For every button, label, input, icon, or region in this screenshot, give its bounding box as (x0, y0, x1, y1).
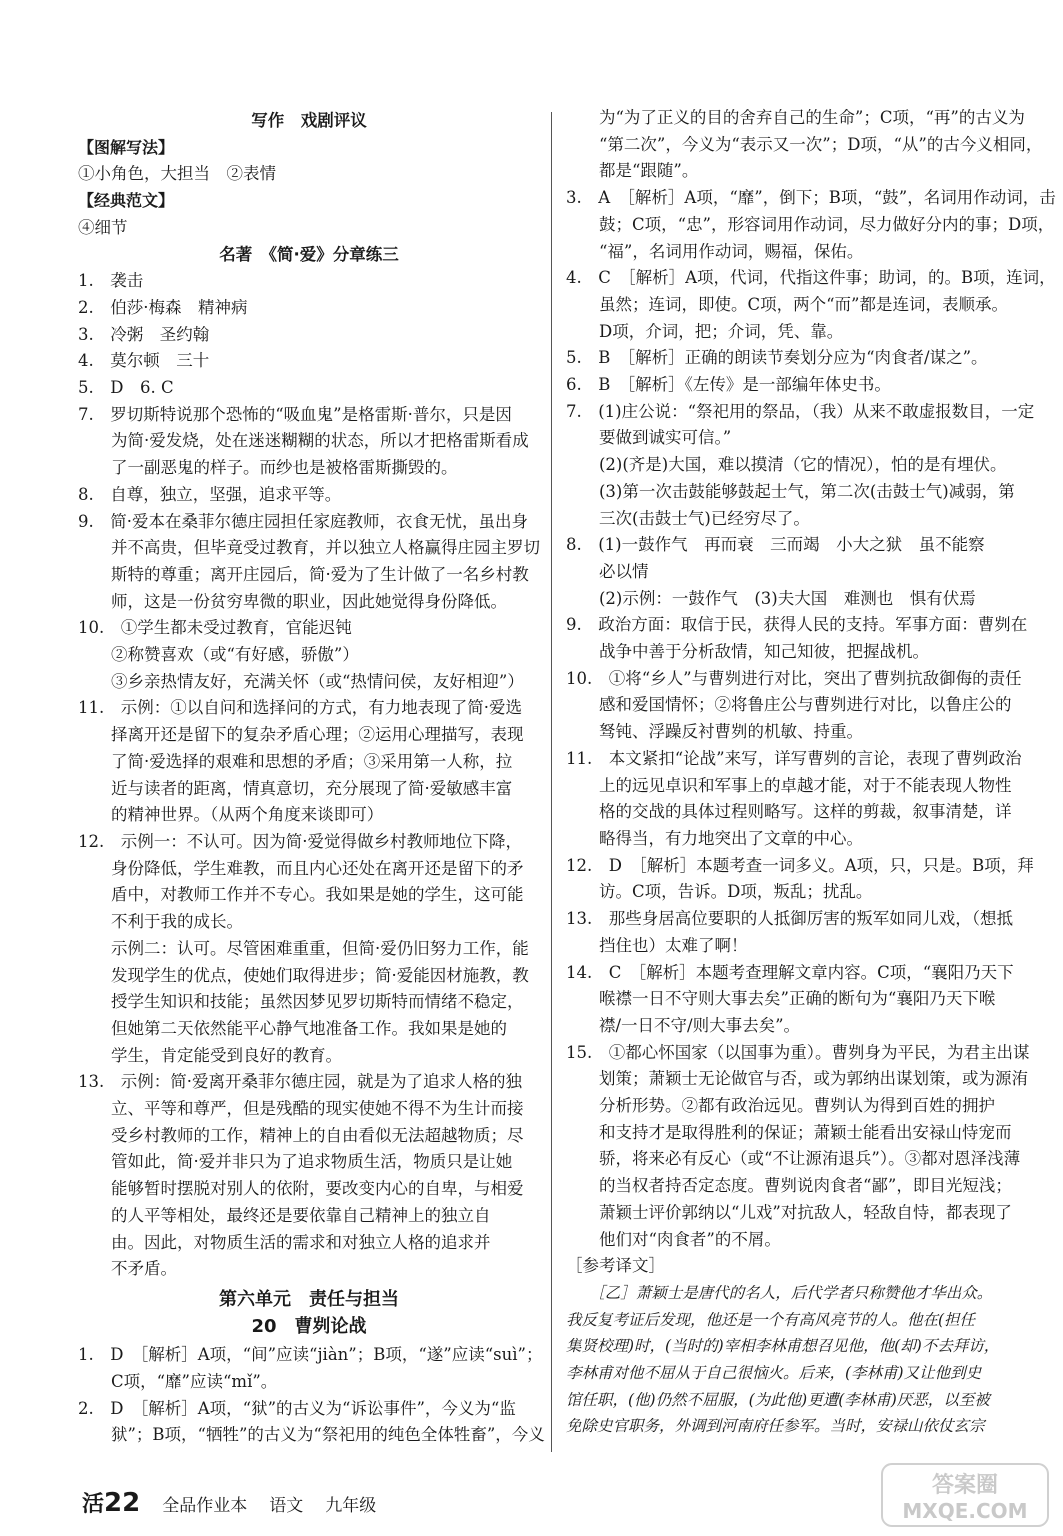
answer-line: 必以情 (566, 561, 649, 581)
answer-line: ③乡亲热情友好，充满关怀（或“热情问侯，友好相迎”） (78, 671, 524, 691)
answer-line: 近与读者的距离，情真意切，充分展现了简·爱敏感丰富 (78, 778, 513, 798)
answer-line: 不矛盾。 (78, 1259, 177, 1279)
answer-line: 14. C ［解析］本题考查理解文章内容。C项，“襄阳乃天下 (566, 962, 1014, 982)
answer-line: 择离开还是留下的复杂矛盾心理；②运用心理描写，表现 (78, 725, 524, 745)
answer-line: 斯特的尊重；离开庄园后，简·爱为了生计做了一名乡村教 (78, 564, 529, 584)
answer-line: 三次(击鼓士气)已经穷尽了。 (566, 508, 810, 528)
answer-line: 示例二：认可。尽管困难重重，但简·爱仍旧努力工作，能 (78, 938, 529, 958)
translation-line: 李林甫对他不屈从于自己很恼火。后来，(李林甫)又让他到史 (566, 1364, 982, 1383)
answer-line: 划策；萧颖士无论做官与否，或为郭纳出谋划策，或为源洧 (566, 1069, 1028, 1089)
answer-line: 并不高贵，但毕竟受过教育，并以独立人格赢得庄园主罗切 (78, 538, 540, 558)
answer-line: D项，介词，把；介词，凭、靠。 (566, 321, 844, 341)
answer-line: 战争中善于分析敌情，知己知彼，把握战机。 (566, 642, 929, 662)
right-column (566, 108, 1056, 1440)
label-essay: 【经典范文】 (78, 191, 175, 211)
answer-list-continued (566, 105, 1056, 1253)
column-divider (551, 112, 552, 1452)
answer-line: 感和爱国情怀；②将鲁庄公与曹刿进行对比，以鲁庄公的 (566, 695, 1012, 715)
answer-line: 的精神世界。（从两个角度来谈即可） (78, 805, 384, 825)
answer-line: 了简·爱选择的艰难和思想的矛盾；③采用第一人称，拉 (78, 751, 513, 771)
answer-line: 为简·爱发烧，处在迷迷糊糊的状态，所以才把格雷斯看成 (78, 431, 529, 451)
answer-line: 2. D ［解析］A项，“狱”的古义为“诉讼事件”，今义为“监 (78, 1398, 516, 1418)
svg-text:答案圈: 答案圈 (931, 1473, 999, 1498)
unit-title: 第六单元 责任与担当 (219, 1288, 399, 1310)
answer-line: (2)(齐是)大国，难以摸清（它的情况），怕的是有埋伏。 (566, 455, 1007, 475)
answer-line: 2. 伯莎·梅森 精神病 (78, 297, 248, 317)
answer-line: ②称赞喜欢（或“有好感，骄傲”） (78, 645, 359, 665)
answer-line: 的当权者持否定态度。曹刿说肉食者“鄙”，即目光短浅； (566, 1176, 1012, 1196)
left-column (78, 108, 545, 1449)
answer-line: 9. 政治方面：取信于民，获得人民的支持。军事方面：曹刿在 (566, 615, 1028, 635)
answer-line: 学生，肯定能受到良好的教育。 (78, 1045, 342, 1065)
answer-line: 略得当，有力地突出了文章的中心。 (566, 828, 863, 848)
answer-line: (3)第一次击鼓能够鼓起士气，第二次(击鼓士气)减弱，第 (566, 481, 1015, 501)
answer-line: 身份降低，学生难教，而且内心还处在离开还是留下的矛 (78, 858, 524, 878)
answer-line: 要做到诚实可信。” (566, 428, 732, 448)
answer-line: 师，这是一份贫穷卑微的职业，因此她觉得身份降低。 (78, 591, 507, 611)
method-answer: ①小角色，大担当 ②表情 (78, 164, 276, 184)
answer-line: 8. 自尊，独立，坚强，追求平等。 (78, 484, 342, 504)
answer-line: 襟/一日不守/则大事去矣”。 (566, 1015, 801, 1035)
answer-line: 喉襟一日不守则大事去矣”正确的断句为“襄阳乃天下喉 (566, 989, 996, 1009)
answer-line: 4. 莫尔顿 三十 (78, 351, 210, 371)
answer-line: 11. 示例：①以自问和选择问的方式，有力地表现了简·爱选 (78, 698, 522, 718)
label-method: 【图解写法】 (78, 137, 175, 157)
answer-line: 5. D 6. C (78, 378, 174, 398)
answer-list-cao-gui (78, 1342, 545, 1449)
answer-line: 授学生知识和技能；虽然因梦见罗切斯特而情绪不稳定， (78, 992, 524, 1012)
answer-line: “福”，名词用作动词，赐福，保佑。 (566, 241, 864, 261)
svg-text:MXQE.COM: MXQE.COM (902, 1499, 1028, 1523)
answer-line: 但她第二天依然能平心静气地准备工作。我如果是她的 (78, 1018, 507, 1038)
answer-line: 13. 那些身居高位要职的人抵御厉害的叛军如同儿戏，（想抵 (566, 909, 1013, 929)
answer-line: 驽钝、浮躁反衬曹刿的机敏、持重。 (566, 722, 863, 742)
answer-line: 狱”；B项，“牺牲”的古义为“祭祀用的纯色全体牲畜”，今义 (78, 1425, 545, 1445)
answer-line: 1. D ［解析］A项，“间”应读“jiàn”；B项，“遂”应读“suì”； (78, 1345, 543, 1365)
answer-line: 7. 罗切斯特说那个恐怖的“吸血鬼”是格雷斯·普尔，只是因 (78, 404, 512, 424)
answer-line: 都是“跟随”。 (566, 161, 699, 181)
watermark-logo (880, 1460, 1050, 1530)
answer-line: 的人平等相处，最终还是要依靠自己精神上的独立自 (78, 1205, 491, 1225)
reference-translation (566, 1280, 1022, 1440)
essay-answer: ④细节 (78, 217, 128, 237)
answer-line: 虽然；连词，即使。C项，两个“而”都是连词，表顺承。 (566, 294, 1008, 314)
answer-line: 15. ①都心怀国家（以国事为重）。曹刿身为平民，为君主出谋 (566, 1042, 1030, 1062)
answer-line: 8. (1)一鼓作气 再而衰 三而竭 小大之狱 虽不能察 (566, 535, 985, 555)
answer-line: 为“为了正义的目的舍弃自己的生命”；C项，“再”的古义为 (566, 108, 1025, 127)
answer-line: 鼓；C项，“忠”，形容词用作动词，尽力做好分内的事；D项， (566, 214, 1055, 234)
translation-line: 馆任职，(他)仍然不屈服，(为此他)更遭(李林甫)厌恶，以至被 (566, 1390, 990, 1409)
answer-line: 访。C项，告诉。D项，叛乱；扰乱。 (566, 882, 873, 902)
answer-line: 10. ①将“乡人”与曹刿进行对比，突出了曹刿抗敌御侮的责任 (566, 668, 1022, 688)
answer-line: 和支持才是取得胜利的保证；萧颖士能看出安禄山恃宠而 (566, 1122, 1012, 1142)
answer-line: 他们对“肉食者”的不屑。 (566, 1229, 781, 1249)
answer-line: 立、平等和尊严，但是残酷的现实使她不得不为生计而接 (78, 1099, 524, 1119)
answer-line: 萧颖士评价郭纳以“儿戏”对抗敌人，轻敌自恃，都表现了 (566, 1202, 1012, 1222)
translation-line: 免除史官职务，外调到河南府任参军。当时，安禄山依仗玄宗 (566, 1417, 985, 1436)
answer-line: 4. C ［解析］A项，代词，代指这件事；助词，的。B项，连词， (566, 268, 1056, 288)
section-title-writing: 写作 戏剧评议 (251, 111, 367, 130)
answer-list-jane-eyre (78, 268, 540, 1283)
answer-line: 3. A ［解析］A项，“靡”，倒下；B项，“鼓”，名词用作动词，击 (566, 188, 1056, 208)
answer-line: 受乡村教师的工作，精神上的自由看似无法超越物质；尽 (78, 1125, 524, 1145)
answer-line: 分析形势。②都有政治远见。曹刿认为得到百姓的拥护 (566, 1096, 995, 1116)
translation-line: 我反复考证后发现，他还是一个有高风亮节的人。他在(担任 (566, 1310, 976, 1329)
answer-line: 格的交战的具体过程则略写。这样的剪裁，叙事清楚，详 (566, 802, 1012, 822)
answer-line: 了一副恶鬼的样子。而纱也是被格雷斯撕毁的。 (78, 458, 458, 478)
grade-name: 九年级 (325, 1496, 377, 1516)
answer-line: 11. 本文紧扣“论战”来写，详写曹刿的言论，表现了曹刿政治 (566, 748, 1022, 768)
answer-line: 12. D ［解析］本题考查一词多义。A项，只，只是。B项，拜 (566, 855, 1034, 875)
answer-line: 骄，将来必有反心（或“不让源洧退兵”）。③都对恩泽浅薄 (566, 1149, 1021, 1169)
answer-line: “第二次”，今义为“表示又一次”；D项，“从”的古今义相同， (566, 134, 1043, 154)
answer-line: 管如此，简·爱并非只为了追求物质生活，物质只是让她 (78, 1152, 513, 1172)
answer-line: C项，“靡”应读“mǐ”。 (78, 1372, 278, 1392)
answer-line: 不利于我的成长。 (78, 912, 243, 932)
answer-line: 1. 袭击 (78, 271, 144, 291)
answer-line: 10. ①学生都未受过教育，官能迟钝 (78, 618, 352, 638)
answer-line: 13. 示例：简·爱离开桑菲尔德庄园，就是为了追求人格的独 (78, 1072, 522, 1092)
answer-line: 由。因此，对物质生活的需求和对独立人格的追求并 (78, 1232, 491, 1252)
answer-line: 6. B ［解析］《左传》是一部编年体史书。 (566, 375, 891, 395)
answer-line: 上的远见卓识和军事上的卓越才能，对于不能表现人物性 (566, 775, 1012, 795)
translation-line: 集贤校理)时，(当时的)宰相李林甫想召见他，他(却)不去拜访， (566, 1337, 1000, 1356)
answer-line: 发现学生的优点，使她们取得进步；简·爱能因材施教，教 (78, 965, 529, 985)
answer-line: 9. 简·爱本在桑菲尔德庄园担任家庭教师，衣食无忧，虽出身 (78, 511, 528, 531)
page-label: 活22 (82, 1488, 141, 1518)
answer-line: 挡住也）太难了啊！ (566, 935, 748, 955)
answer-line: 盾中，对教师工作并不专心。我如果是她的学生，这可能 (78, 885, 524, 905)
section-title-novel: 名著 《简·爱》分章练三 (219, 244, 399, 264)
translation-line: ［乙］萧颖士是唐代的名人，后代学者只称赞他才华出众。 (566, 1283, 993, 1302)
lesson-title: 20 曹刿论战 (251, 1315, 367, 1337)
answer-line: 5. B ［解析］正确的朗读节奏划分应为“肉食者/谋之”。 (566, 348, 988, 368)
label-translation: ［参考译文］ (566, 1256, 665, 1276)
answer-line: (2)示例：一鼓作气 (3)夫大国 难测也 惧有伏焉 (566, 588, 976, 608)
subject-name: 语文 (269, 1496, 304, 1516)
answer-line: 7. (1)庄公说：“祭祀用的祭品，（我）从来不敢虚报数目，一定 (566, 401, 1035, 421)
answer-line: 3. 冷粥 圣约翰 (78, 324, 210, 344)
page-footer (82, 1487, 376, 1518)
answer-line: 12. 示例一：不认可。因为简·爱觉得做乡村教师地位下降， (78, 831, 522, 851)
answer-line: 能够暂时摆脱对别人的依附，要改变内心的自卑，与相爱 (78, 1179, 524, 1199)
book-name: 全品作业本 (162, 1496, 248, 1516)
